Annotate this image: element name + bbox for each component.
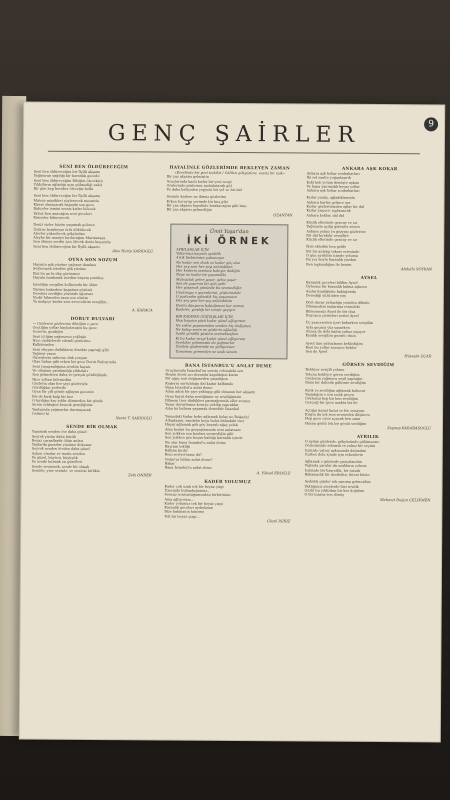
poem-line: Neye ne kadar ise yaşamakla [176,273,227,278]
poem-line: Unutmaya o geçenlerini, gözlerindeki [175,290,241,295]
poem-line: Ama ağlıyorum... [164,497,194,502]
poem-line: Bize bakmanın hatırası [164,509,204,515]
poem-line: Bana İstanbul'u anlat deme [165,385,213,390]
poem-line: Kızlar yaşıyor, toplanacak [306,208,351,214]
poem-line: Seyrek yüzün daha büyük [31,434,77,439]
poem-line: Bir bir anlatıp tekrar ertesinde [306,249,360,254]
poem-line: Eski beli yolum dönüşte aşkım [306,180,359,185]
poem-line: Dört duvar yalnızlığa yeniden dilimle [305,300,370,306]
poem-line: Sende sevinmek, sende bir olmak [31,464,90,469]
poem-line: Seni yaşayanlığıma sevdim hayatı [32,364,91,369]
column-left [32,161,154,479]
poem-line: Kaderin savrulduğu dal kadar kalbimde [165,381,234,386]
poem-line: Seni ben öldüreceğim bir İlyilli akşamı [33,244,100,249]
poem-line: Seni ben öldüreceğim Bileğim öleceksin [33,178,103,183]
poem-line: Bir dal bırakılır sevgiliye [306,233,349,238]
poem-line: Ama bu bahara yaşamak demektir İstanbul [165,407,240,412]
poem-line: Geçtiğim yollar kaybolmuştu bu gece [32,325,97,331]
poem-line: Ben toplandığım ile benim [306,262,352,267]
poem-line: İçimizde bir hasretlik, bir tutsak [304,468,361,473]
poem-line: O aydım günlerde, gökyüzünde gülümseme [304,439,380,444]
poem-epigraph: «Evvelinde bir yeni teşkilat / Gidilen gökyüzüne, sessiz bir eşik» [174,170,285,176]
poem-line: Gözlerinizde solmadı ve yalnız bir seçtim [304,443,376,449]
poem-line: İki sol saatte yoğunlaşırdı [306,175,352,181]
magazine-page [20,103,444,742]
poem-line: Ağlamak o günlerde parçalandım [304,459,362,465]
poem-line: İkisi ekledim ben gelde [306,244,347,250]
poem-line: Hayatın gök yüzüne yağmur damlası [33,262,96,268]
poem-line: Deniz sizler hüzün yaşamak gelince [33,222,95,228]
poem-line: Arkadaşım, sandalın koyu bulut dalındaki iner [164,418,245,424]
poem-line: Yıldızların ağladığı ayın gülmediği vakit [33,182,103,187]
poem-title: BANA İSTANBUL'U ANLAT DEME [184,362,272,369]
poem-line: Ankara karlar gelince ışır [306,200,351,205]
poem-line: Alevler yükselecek gökyüzüne [33,231,86,236]
poem-author: Zeki ÖNDER [128,473,152,478]
poem-line: Hep gece oyun açacak ben sana [305,416,361,422]
poem-line: Kader yolumuz tek bir beyaz çizgi [164,501,223,506]
poem-line: Sen de yaşarsın bir gün gelir [175,281,226,286]
featured-byline: Ümit Yaşar'dan [209,228,249,235]
poem-line: Gerçeği bir gece uzakta bir de [305,400,358,406]
poem-line: Gördüğüm yerlerde [32,385,67,391]
poem-line: Dersiniz sevdiğin yüzünde uğursuz [32,291,94,296]
poem-line: Nice yolları bilemedim [32,377,72,382]
poem-line: Ve bana yanmadık beyaz yollar [306,184,360,189]
poem-body [165,368,292,471]
poem-line: Bilmem tren düdükleri parmağımızla eller sonsuz [165,398,251,404]
poem-line: Küçük ellerinde gencay ve sır [306,237,358,243]
poem-line: O kırdığın kaç yıldır dönmeden bir gözde [32,398,103,404]
poem-title: KADER YOLUMUZ [204,478,251,484]
poem-line: Gurbet dolu içinde için erkenlerin [304,452,364,457]
poem-line: Karanlık geceleri aydınlatan [164,505,214,510]
poem-line: Gözlerinde gözlerimi aydınlatarak gül [166,183,232,188]
poem-line: Üç pencereden içeri bakarken sevgilim [305,320,374,326]
poem-line: BİR KADININ GÖZYAŞLARI İÇİN [175,314,233,320]
poem-line: Ve daha bahçeden yepyeni bir yol ve bir dal [166,187,242,193]
poem-line: Açken olanlar ve mutlu senden [31,451,86,456]
poem-line: Seni içtiğim yağmurun yokluğu [32,334,87,339]
poem-line: Yaktığımız ateşlerde bizi sevdik [304,484,359,489]
poem-body [166,175,292,213]
poem-body [305,280,432,354]
poem-line: Sen yokken sen bunları sevmediğin gibi [164,431,234,436]
poem-line: Bilmemeniz Aysel ile bir olsa [305,309,356,314]
poem-line: Avuçlarında kanlı kızlar bir yeni sevgi [166,179,232,184]
poem-line: Nice caddelerde sitemli gözlerine [32,338,91,343]
poem-line: Yanındaki kadar bebe ağlamak kolay ne Boğaziçi [165,414,250,419]
poem-line: Bu yer boylu karanlık yazdım [306,257,357,263]
poem-line: Bekliyor sevgili yolunu [305,367,345,373]
poem-line: Bana bir dalında gülümse sevdiğim [305,380,366,386]
poem-line: Ve sende bulmak en güzelleri [31,459,83,465]
poem-body [33,263,153,301]
poem-line: Harita dünyanın baktığımıza her zaman [175,303,245,308]
poem-line: O gün ayrıldım içimde yoluma [306,253,358,258]
poem-line: Her şey seni her şeyi anlatabilen [176,264,233,269]
poem-line: Ne olur bana İstanbul'u anlat deme [164,440,226,445]
poem-body [305,368,431,426]
poem-line: Sen ölmeyi sevdin için ölecek deniz kıyısında [33,240,111,245]
poem-line: Seninle kadere ne ikimiz gözlerimi [166,195,227,200]
poem-line: Ve güzel, büyücü, büyüyük [31,455,78,460]
poem-line: Ankara yalnız ya gözyaşı gözlerine [306,229,366,234]
poem-line: Güneş ile dolu kadın yalnız yaşıyor [305,329,366,334]
poem-line: Karanlık geceleri bildim Aysel [305,280,358,285]
poem-line: Yaşlarla yaralar da uzakların yoluna [304,463,367,469]
poem-line: Hayata bırakmak istedim hayata yeniden [32,275,104,281]
poem-line: Beyaz çarşaflarda ölüm anları [31,438,84,443]
poem-line: Seni ben öldüreceğim bir İlyilli akşamı [33,169,101,175]
poem-line: Öylesine bir karanlık kalma aşkının [305,284,367,290]
poem-line: Kızlar gözlerimizden ağlar bir dal [306,204,365,209]
poem-title: AYSEL [360,274,378,280]
poem-line: Matem müzikleri söylenecek mezarda [33,198,99,203]
poem-line: Ankara aşk kokar sonbaharları [306,188,360,194]
poem-author: Alev Harip SARIOĞLU [112,249,154,254]
poem-line: Bizi bu an ki düş görünmez [33,271,80,276]
poem-line: İstediğin sevgilim kollarında bir ölüm [32,282,98,288]
poem-line: Seni ben öldüreceğim bir İlyilli akşamı [33,194,101,199]
poem-line: Yaşamak senden öte daha güzel [31,429,87,435]
poem-body [306,172,433,268]
poem-line: Sen de Aysel [305,349,328,354]
poem-author: Abdulla SOYKAN [400,267,433,272]
poem-line: Beni seviyorsanız da? [164,452,202,458]
poem-line: Söylenmek istedim gök yüzüne [33,266,87,272]
poem-line: Seyrek senden öteden daha güzel [31,447,90,452]
poem-line: Ümitsiz gözlerimde ne gülüyorsun [175,344,235,350]
poem-line: Ta malgıçe kadar seni sevecektim sevgilim... [32,300,110,305]
poem-line: Duyunca çizmeleri sesini Aysel [305,313,359,318]
poem-line: Bahçeler ismini sessiz kızlar bilecek [33,206,96,212]
poem-line: Üzerinde bulunduğumuz... [164,488,211,493]
poem-line: Sonsuz sonsuzluğumuzdan birbirimize [164,492,231,498]
featured-poems-box [169,223,288,359]
poem-line: Yollarımız kaçındı ayrıldık [176,251,221,256]
poem-line: Kısaldı sevgilim gezinti olsun [305,333,356,339]
poem-line: Kalbim kırılır [164,448,188,453]
poem-line: Kader çok uzak tek bir beyaz çizgi [164,484,224,489]
poem-line: Yaşadığım o son sıcak geçen [305,392,355,397]
poem-line: O yaslandın yalnızlık hiç yaşamasın [175,294,237,299]
poem-title: ANKARA AŞK KOKAR [341,165,398,172]
poem-line: Ama benim bu gözyaşlarımda seni anlatsam [164,427,241,432]
poem-line: Üstüne bembeyaz örtü dökülecek [33,227,91,232]
poem-line: Yanlışında yağmurlar durmayacak [32,407,91,412]
poem-author: Zeynep KARABAŞOĞLU [387,426,431,431]
poem-line: Olan bahar gibi erken bir gece Dorut Bulvarında [32,359,117,365]
poem-line: Benim deniz acı dozunda kapıldığım kızım [165,372,238,378]
poem-line: Gelmez ki [32,411,50,416]
poem-line: Aleyhe bir maziye kırılacağım Marmaraya [33,235,106,241]
poem-line: Yolunu bekliyor gören sevdiğim [305,372,360,377]
poem-author: A. Yüksel EROĞLU [256,470,291,476]
poem-line: Her şey yeni her şey anlatabilsin [175,298,233,304]
column-middle [164,162,293,525]
poem-line: Bakamadık bir dostlukta, biteni bitsin [304,472,370,477]
poem-line: Gözlerim yağmuru yeşil yaprağın [305,376,363,381]
poem-line: Hep hayatın yüzü kadar güzel ağlıyorum [175,319,246,324]
poem-body [33,170,154,250]
poem-line: Kimseler bilmeyecek [33,215,70,220]
poem-author: OZANTAN [273,212,293,218]
poem-line: Kızlar yanlış, ağladıklarında [306,195,355,201]
poem-title: OYNA SON SOZUM [68,256,118,263]
poem-line: Oysa hayat daha sevdiğimin ne sevdiğimizin [165,394,242,399]
poem-line: Hazan gönlü tek bir gönül sevdiğim [304,421,367,426]
poem-author: Hüseyin UÇAR [404,354,432,359]
poem-line: Açtığın kanat bulut ve bir oynayan [305,408,365,413]
poem-line: O bir insana son dönüş [304,492,345,498]
poem-line: Bir gün hep beraber öleceğiz belki [33,186,94,192]
poem-line: Gözlerin olan her şeyi gözleriyle [32,381,88,386]
poem-title: AYRILIK [356,433,379,439]
poem-line: Ne bulup senin ne gözlerin ağladığı [175,327,237,333]
poem-line: Ki bu kadar sevgi kadar güzel ağlıyorum [175,336,246,341]
poem-line: Bakar [164,461,175,466]
poem-line: Yanlarda pınarlar yüzüme dokunur [31,442,92,448]
poem-line: Kimse olmayacak başında son gece [33,202,95,208]
poem-line: Tamamını görmeden ne uzak sevsin [175,349,237,354]
poem-title: GÖRSEN SEVDİĞİM [342,362,395,368]
poem-line: Artık birbirimize yabancıyız [176,255,224,261]
poem-line: Kırgın da tek seni sevmeden düşünen [305,412,370,418]
poem-line: Erken koruyup yerimde bir kuş gibi [166,199,228,204]
poem-title: SENDE BİR OLMAK [66,424,118,430]
poem-author: Güzel ISIRIZ [266,519,291,524]
poem-line: Güneşlerin sabırsız olak yorgun [32,355,88,361]
poem-line: Yağmurun yağdığı bir karanlık gecede [33,173,100,179]
page-title: GENÇ ŞAİRLER [107,121,361,148]
poem-body [304,439,430,497]
poem-line: Gezerin, gezdiğin [32,329,63,335]
poem-line: Beni bu yollar sessizce bekler [305,345,357,350]
poem-line: Tek bir beyaz çizgi... [164,514,200,519]
poem-line: Yaşar duvarlarına koruyu çekilip yapraklar [165,402,239,408]
poem-line: Bir yaz akşamı gelmiştin [166,174,209,180]
poem-line: Ne eskisi yaşamımdan senden hiç değişmez [175,323,251,328]
poem-line: AYRILANLAR İÇİN [176,247,209,252]
poem-epigraph: — Gözlerini gözlerime diktiğim o gece [32,321,99,326]
poem-line: Sanki gönüllü yüzünü sevmekteyken [175,331,239,337]
poem-line: Yüzüne bakarken kapatma gözünü [32,287,93,292]
poem-line: Aydınlık günler tek yanıma gelmezdim [304,479,371,485]
poem-line: Ölünmedim anılarıma evimdeki [305,304,360,310]
poem-line: Her kederin sessizce bakıyor dediğin [176,268,240,274]
poem-line: Denediği yüzünden yaş [305,293,346,298]
poem-line: Seni okuyan dudakların ilmekte yaprağı gibi [32,347,109,352]
poem-title: HAYALİNLE GÖZLERİMDE BEKLEYEN ZAMAN [169,164,291,171]
poem-line: Kaderin, yandığı bir tarafa geçiyor [175,307,236,312]
poem-line: Ankara aşk kokar sonbaharları [306,171,360,176]
poem-line: Oysa bir çift gözde ağlayan gecenin [32,390,94,395]
poem-title: DORUT BULVARI [70,315,115,321]
poem-line: Mutsuzluk gelen yaşar, gelse yaşar [175,277,237,282]
poem-line: Yağmurla açılıp gidenler sönen [306,224,360,230]
poem-line: Kırık ve sevdiğim ağlamak bulunur [305,388,366,393]
poem-line: Sen gelmekten daha ve gerçek gördüğünde [32,372,108,378]
poem-line: Adım adım bir şiye yaklaşıp gibi olmanın her akşamı [165,389,256,395]
poem-line: Seninle, yine seninle, ve seninle birlikte [31,468,101,474]
poem-line: Bana İstanbul'u anlat deme [164,465,212,471]
poem-line: Kalbimizden [32,342,54,347]
poem-line: Sevdalar yolumuzda da yağmurlar [175,340,235,345]
page-number: 9 [424,117,438,131]
poem-line: Ne kadar sen olsak ve kadar göç olsa [176,260,241,265]
poem-line: Senin solduğun kısacık gençliğimiz [32,402,93,408]
poem-line: Avuçlarında İstanbul'un sensin cebindeki sen [165,368,244,373]
poem-line: Bir yaz akşamı gelmediğin [166,207,212,213]
poem-line: Ve olmanın yaralandığı yıldızları [32,368,88,373]
poem-line: Bir de kırık kalp bir kez [32,394,73,399]
poem-author: A. KARACA [132,308,153,313]
poem-author: Mehmet Doğan ÇELİKMEN [379,497,431,502]
poem-line: Gözlerini hep bir ben sevdiğim [305,396,359,402]
poem-line: Hayat ağlamak gök göç beyazlı ağaç yelek [164,422,238,428]
poem-line: Yalnız ben anacağım seni geceleri [33,211,92,216]
featured-body [175,247,282,354]
poem-line: İçinizde yalnız uykusunda dalımdan [304,448,367,453]
poem-line: Yağmur yazın [32,351,56,356]
poem-line: Her yaşamak gününde bu sevmezliğin [175,285,242,291]
poem-line: Anılar kimliğimle baktığımda [305,289,356,294]
poem-line: Bir ağaç sesi değişmeden yaşadığım [165,376,228,382]
poem-line: Sen yokken göz boşun kaldığı karanlık içinde [164,435,243,441]
column-right [304,163,432,503]
title-divider [48,151,420,155]
featured-title: İKİ ÖRNEK [186,235,272,247]
poem-line: Küçük ellerinde gencay ve sır [306,220,358,225]
poem-line: Ankara koklar, dal dal [306,213,345,218]
poem-line: Gözlü bu yıldızdan bir kez doğdum [304,488,365,493]
poem-line: Onlar'ya bütün anlat deme? [164,457,213,462]
poem-line: Bir yaz akşamı hayalinle bırakacağım gibi bazı [166,203,247,209]
poem-line: Bayram tekliği [164,444,191,449]
poem-author: Nevin T. SARIOĞLU [115,416,153,421]
poem-line: Nedir bilmeden sana son sözüm [32,295,88,301]
poem-body [32,430,152,474]
poem-line: Aysel tüm yalnızlarım beklediğim [305,341,363,346]
poem-body [164,484,290,519]
poem-title: SENİ BEN ÖLDÜRECEĞİM [59,163,129,170]
poem-body [32,326,153,417]
poem-line: Ayla geçmiş yüz yaşarken [305,325,350,330]
